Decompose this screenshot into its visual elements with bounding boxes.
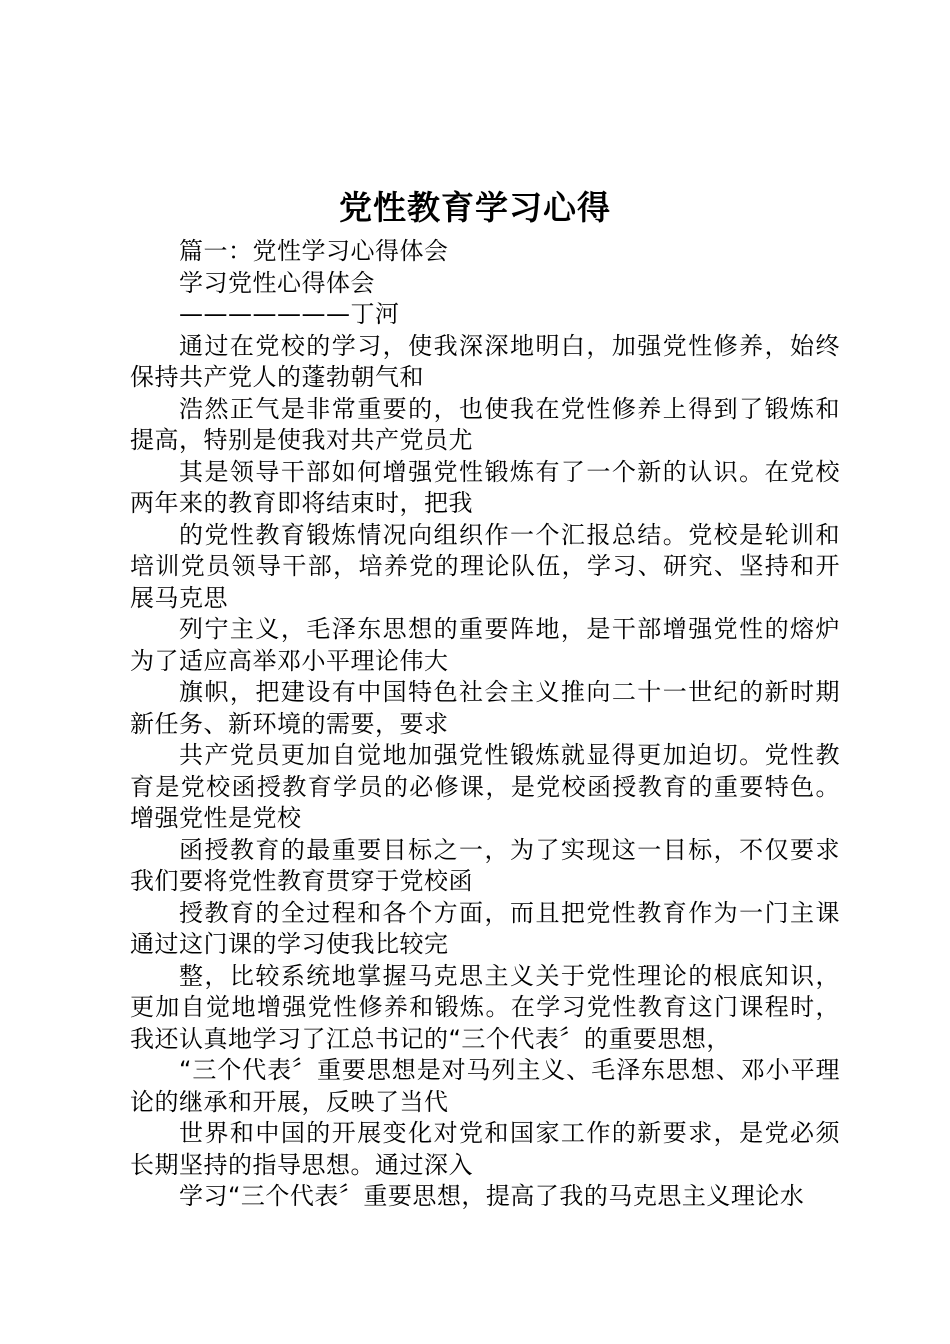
paragraph: 列宁主义，毛泽东思想的重要阵地，是干部增强党性的熔炉为了适应高举邓小平理论伟大 xyxy=(130,615,840,675)
paragraph: 授教育的全过程和各个方面，而且把党性教育作为一门主课通过这门课的学习使我比较完 xyxy=(130,898,840,958)
paragraph: 函授教育的最重要目标之一，为了实现这一目标，不仅要求我们要将党性教育贯穿于党校函 xyxy=(130,835,840,895)
paragraph: 世界和中国的开展变化对党和国家工作的新要求，是党必须长期坚持的指导思想。通过深入 xyxy=(130,1119,840,1179)
paragraph: 通过在党校的学习，使我深深地明白，加强党性修养，始终保持共产党人的蓬勃朝气和 xyxy=(130,331,840,391)
paragraph: 整，比较系统地掌握马克思主义关于党性理论的根底知识，更加自觉地增强党性修养和锻炼。在学习党性教育这门课程时，我还认真地学习了江总书记的“三个代表〞的重要思想， xyxy=(130,961,840,1053)
paragraph: 其是领导干部如何增强党性锻炼有了一个新的认识。在党校两年来的教育即将结束时，把我 xyxy=(130,457,840,517)
paragraph: 旗帜，把建设有中国特色社会主义推向二十一世纪的新时期新任务、新环境的需要，要求 xyxy=(130,678,840,738)
paragraph: 浩然正气是非常重要的，也使我在党性修养上得到了锻炼和提高，特别是使我对共产党员尤 xyxy=(130,394,840,454)
paragraph: ———————丁河 xyxy=(179,300,400,328)
paragraph: 学习“三个代表〞重要思想，提高了我的马克思主义理论水 xyxy=(179,1182,805,1210)
paragraph: 学习党性心得体会 xyxy=(179,268,375,297)
paragraph: 篇一：党性学习心得体会 xyxy=(179,237,449,265)
paragraph: “三个代表〞重要思想是对马列主义、毛泽东思想、邓小平理论的继承和开展，反映了当代 xyxy=(130,1056,840,1116)
document-body xyxy=(130,236,840,1213)
document-title: 党性教育学习心得 xyxy=(339,188,611,227)
paragraph: 共产党员更加自觉地加强党性锻炼就显得更加迫切。党性教育是党校函授教育学员的必修课，是党校函授教育的重要特色。增强党性是党校 xyxy=(130,741,840,832)
paragraph: 的党性教育锻炼情况向组织作一个汇报总结。党校是轮训和培训党员领导干部，培养党的理论队伍，学习、研究、坚持和开展马克思 xyxy=(130,520,840,612)
